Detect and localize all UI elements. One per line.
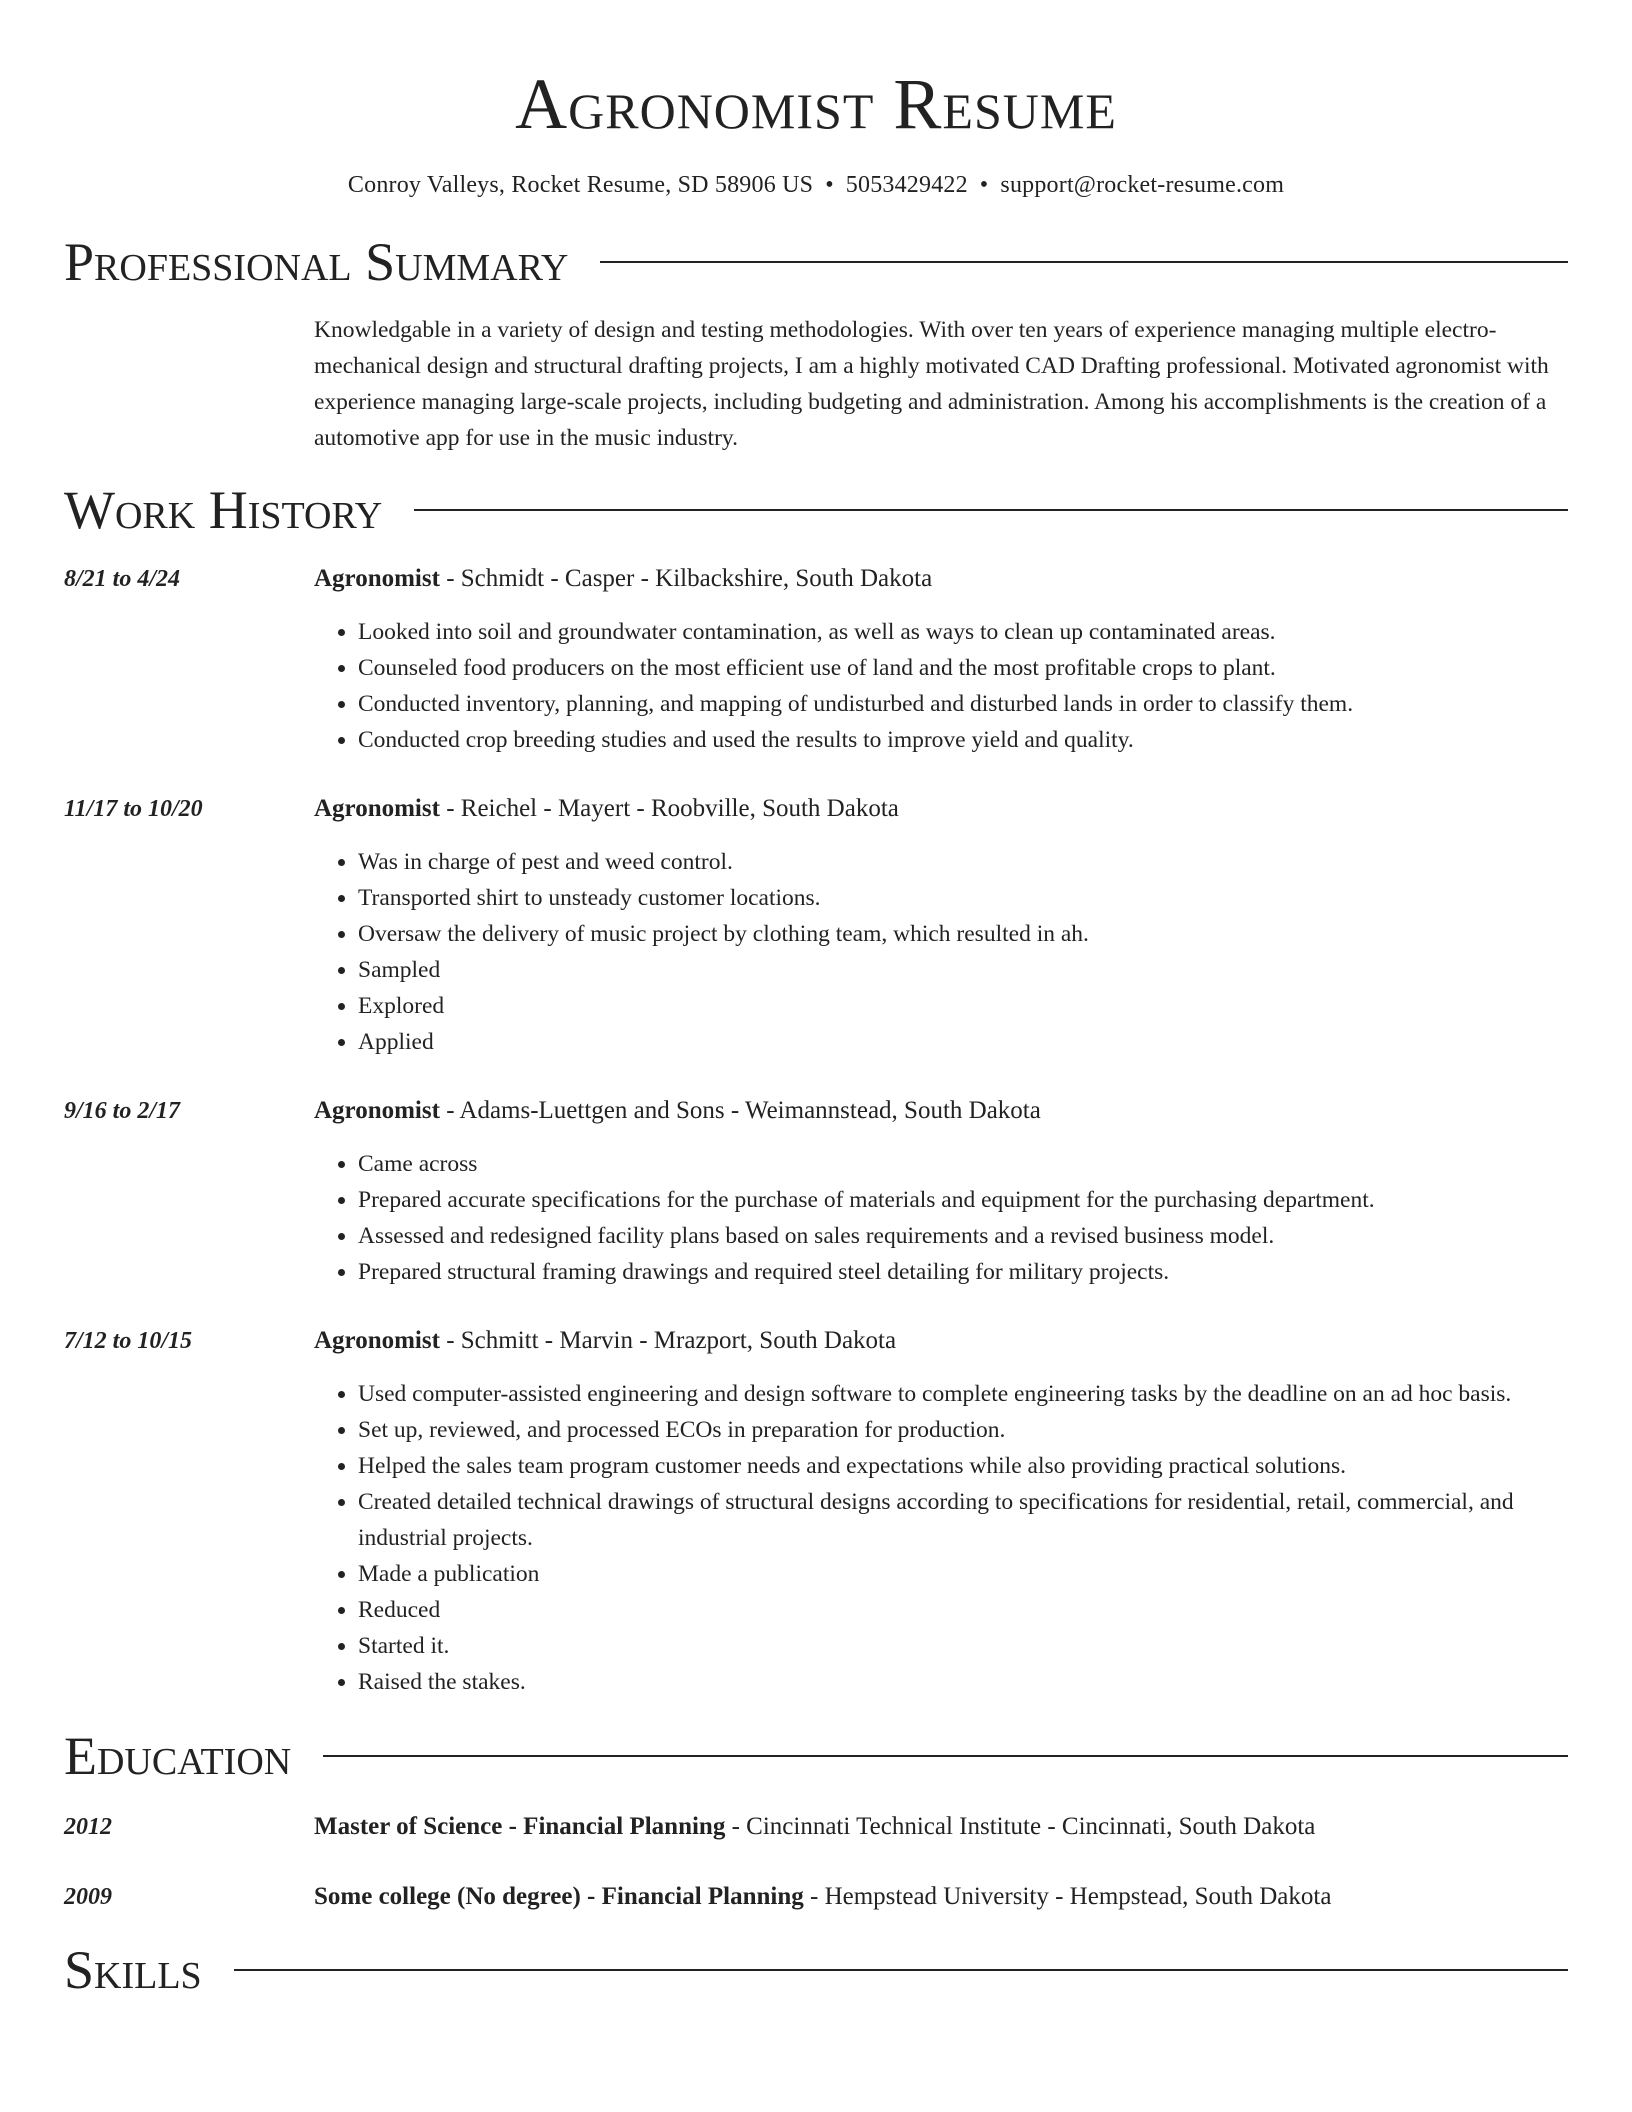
job-bullet: • Applied (358, 1024, 1568, 1060)
job-bullet: • Conducted inventory, planning, and mapping of undisturbed and disturbed lands in order to classify them. (358, 686, 1568, 722)
job-bullet: • Helped the sales team program customer needs and expectations while also providing practical solutions. (358, 1448, 1568, 1484)
summary-section-header (64, 230, 1568, 294)
job-bullet: • Made a publication (358, 1556, 1568, 1592)
job-entry (64, 1094, 1568, 1290)
job-bullet: • Used computer-assisted engineering and design software to complete engineering tasks by the deadline on an ad hoc basis. (358, 1376, 1568, 1412)
job-heading (314, 562, 1568, 596)
education-school: - Hempstead University - Hempstead, South Dakota (803, 1883, 1332, 1910)
job-bullet: • Prepared accurate specifications for the purchase of materials and equipment for the purchasing department. (358, 1182, 1568, 1218)
job-bullet: • Prepared structural framing drawings and required steel detailing for military projects. (358, 1254, 1568, 1290)
job-heading (314, 1094, 1568, 1128)
job-employer: - Schmidt - Casper - Kilbackshire, South Dakota (439, 565, 933, 592)
education-section-header (64, 1724, 1568, 1788)
contact-line (64, 168, 1568, 202)
contact-phone: 5053429422 (845, 172, 968, 198)
education-entry (64, 1810, 1568, 1844)
section-divider (234, 1969, 1568, 1971)
summary-text: Knowledgable in a variety of design and testing methodologies. With over ten years of experience managing multiple electro-mechanical design and structural drafting projects, I am a highly motivated CAD Drafting professional. Motivated agronomist with experience managing large-scale projects, including budgeting and administration. Among his accomplishments is the creation of a automotive app for use in the music industry. (314, 317, 1549, 451)
job-bullet: • Reduced (358, 1592, 1568, 1628)
education-year: 2009 (64, 1884, 112, 1910)
education-details (314, 1810, 1568, 1844)
job-title: Agronomist (314, 1097, 440, 1124)
section-divider (323, 1755, 1568, 1757)
job-dates: 9/16 to 2/17 (64, 1098, 181, 1124)
summary-heading: Professional Summary (64, 232, 569, 292)
job-details (314, 792, 1568, 1060)
job-bullets (314, 1376, 1568, 1700)
job-bullet: • Raised the stakes. (358, 1664, 1568, 1700)
job-entry (64, 1324, 1568, 1700)
job-bullet: • Conducted crop breeding studies and used the results to improve yield and quality. (358, 722, 1568, 758)
job-bullet: • Started it. (358, 1628, 1568, 1664)
job-heading (314, 792, 1568, 826)
contact-address: Conroy Valleys, Rocket Resume, SD 58906 US (347, 172, 814, 198)
job-title: Agronomist (314, 795, 440, 822)
job-employer: - Reichel - Mayert - Roobville, South Dakota (439, 795, 899, 822)
job-dates: 8/21 to 4/24 (64, 566, 181, 592)
job-bullet: • Explored (358, 988, 1568, 1024)
job-bullets (314, 844, 1568, 1060)
job-bullet: • Oversaw the delivery of music project by clothing team, which resulted in ah. (358, 916, 1568, 952)
job-bullet: • Assessed and redesigned facility plans based on sales requirements and a revised business model. (358, 1218, 1568, 1254)
job-bullets (314, 614, 1568, 758)
education-degree: Master of Science - Financial Planning (314, 1813, 726, 1840)
job-bullet: • Set up, reviewed, and processed ECOs in preparation for production. (358, 1412, 1568, 1448)
job-entry (64, 792, 1568, 1060)
education-heading: Education (64, 1726, 292, 1786)
education-degree: Some college (No degree) - Financial Planning (314, 1883, 804, 1910)
job-bullet: • Transported shirt to unsteady customer locations. (358, 880, 1568, 916)
job-details (314, 1324, 1568, 1700)
education-entry (64, 1880, 1568, 1914)
education-details (314, 1880, 1568, 1914)
contact-separator: • (825, 172, 834, 198)
job-employer: - Adams-Luettgen and Sons - Weimannstead, South Dakota (439, 1097, 1041, 1124)
job-bullet: • Came across (358, 1146, 1568, 1182)
job-details (314, 1094, 1568, 1290)
job-dates: 11/17 to 10/20 (64, 796, 203, 822)
section-divider (414, 509, 1568, 511)
work-heading: Work History (64, 480, 383, 540)
job-heading (314, 1324, 1568, 1358)
job-employer: - Schmitt - Marvin - Mrazport, South Dakota (439, 1327, 897, 1354)
contact-separator: • (979, 172, 989, 198)
job-dates: 7/12 to 10/15 (64, 1328, 193, 1354)
skills-heading: Skills (64, 1940, 202, 2000)
work-history-list (64, 562, 1568, 1700)
work-section-header (64, 478, 1568, 542)
resume-title: Agronomist Resume (515, 64, 1117, 144)
resume-page (64, 0, 1568, 2002)
section-divider (600, 261, 1568, 263)
job-bullet: • Created detailed technical drawings of structural designs according to specifications for residential, retail, commercial, and industrial projects. (358, 1484, 1568, 1556)
job-entry (64, 562, 1568, 758)
job-title: Agronomist (314, 565, 440, 592)
job-bullet: • Was in charge of pest and weed control. (358, 844, 1568, 880)
job-bullet: • Looked into soil and groundwater contamination, as well as ways to clean up contaminated areas. (358, 614, 1568, 650)
job-bullet: • Sampled (358, 952, 1568, 988)
job-bullet: • Counseled food producers on the most efficient use of land and the most profitable crops to plant. (358, 650, 1568, 686)
job-title: Agronomist (314, 1327, 440, 1354)
skills-section-header (64, 1938, 1568, 2002)
job-details (314, 562, 1568, 758)
education-school: - Cincinnati Technical Institute - Cincinnati, South Dakota (725, 1813, 1316, 1840)
job-bullets (314, 1146, 1568, 1290)
education-year: 2012 (64, 1814, 112, 1840)
contact-email: support@rocket-resume.com (1000, 172, 1285, 198)
